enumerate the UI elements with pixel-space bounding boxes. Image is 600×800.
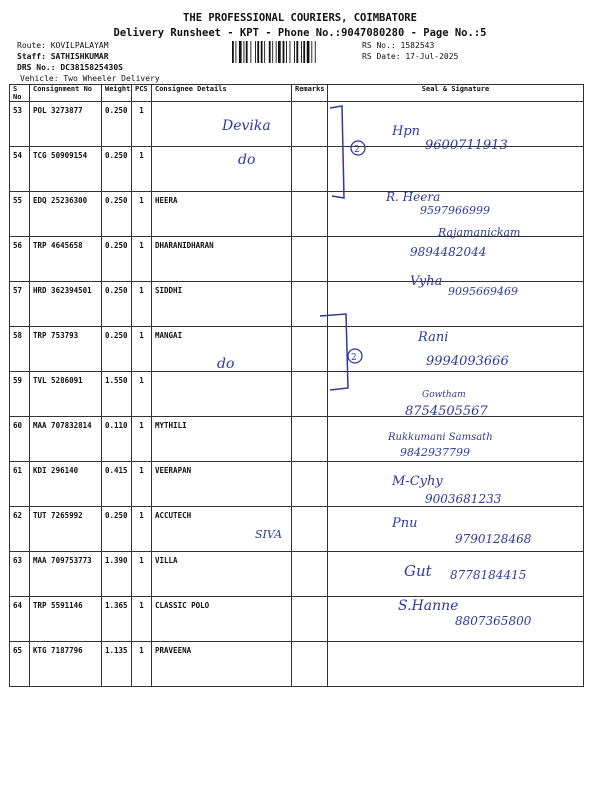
- signature-name: Rukkumani Samsath: [388, 432, 493, 443]
- meta-right: RS No.: 1582543 RS Date: 17-Jul-2025: [362, 41, 459, 61]
- cell-pcs: 1: [132, 237, 152, 282]
- cell-pcs: 1: [132, 372, 152, 417]
- signature-name: Gowtham: [422, 390, 466, 400]
- cell-remarks: [292, 597, 328, 642]
- cell-weight: 0.250: [102, 282, 132, 327]
- cell-consignment: HRD 362394501: [30, 282, 102, 327]
- cell-pcs: 1: [132, 417, 152, 462]
- phone-handwritten: 9994093666: [426, 354, 509, 369]
- phone-handwritten: 9597966999: [420, 204, 490, 217]
- cell-consignee: VILLA: [152, 552, 292, 597]
- cell-weight: 0.415: [102, 462, 132, 507]
- cell-remarks: [292, 642, 328, 687]
- cell-weight: 1.550: [102, 372, 132, 417]
- cell-weight: 0.250: [102, 237, 132, 282]
- handwritten-name: Devika: [222, 118, 271, 134]
- cell-weight: 1.365: [102, 597, 132, 642]
- cell-consignee: ACCUTECH: [152, 507, 292, 552]
- cell-pcs: 1: [132, 462, 152, 507]
- phone-handwritten: 9600711913: [425, 138, 508, 153]
- cell-consignee: [152, 372, 292, 417]
- cell-weight: 0.110: [102, 417, 132, 462]
- col-signature: Seal & Signature: [328, 85, 584, 102]
- bracket-marks: [300, 98, 380, 398]
- cell-pcs: 1: [132, 327, 152, 372]
- cell-sno: 60: [10, 417, 30, 462]
- cell-consignee: MYTHILI: [152, 417, 292, 462]
- cell-sno: 57: [10, 282, 30, 327]
- cell-consignee: SIDDHI: [152, 282, 292, 327]
- table-row: [10, 642, 584, 687]
- table-row: [10, 237, 584, 282]
- runsheet-table: [9, 84, 584, 687]
- handwritten-ditto: do: [238, 152, 256, 168]
- meta-left: Route: KOVILPALAYAM Staff: SATHISHKUMAR DRS No.: DC3815825430S: [17, 41, 123, 72]
- table-row: [10, 417, 584, 462]
- cell-signature: [328, 642, 584, 687]
- phone-handwritten: 8778184415: [450, 568, 527, 582]
- cell-consignment: MAA 707832814: [30, 417, 102, 462]
- cell-sno: 65: [10, 642, 30, 687]
- cell-remarks: [292, 552, 328, 597]
- cell-sno: 56: [10, 237, 30, 282]
- phone-handwritten: 8754505567: [405, 404, 488, 419]
- phone-handwritten: 8807365800: [455, 614, 532, 628]
- cell-weight: 0.250: [102, 147, 132, 192]
- cell-remarks: [292, 507, 328, 552]
- cell-consignment: POL 3273877: [30, 102, 102, 147]
- cell-pcs: 1: [132, 102, 152, 147]
- col-consignee: Consignee Details: [152, 85, 292, 102]
- cell-weight: 1.390: [102, 552, 132, 597]
- route-value: KOVILPALAYAM: [50, 41, 109, 50]
- cell-consignment: KDI 296140: [30, 462, 102, 507]
- col-sno: S No: [10, 85, 30, 102]
- drs-value: DC3815825430S: [60, 63, 123, 72]
- cell-weight: 0.250: [102, 507, 132, 552]
- cell-consignee: PRAVEENA: [152, 642, 292, 687]
- rs-no-value: 1582543: [400, 41, 435, 50]
- rs-date-value: 17-Jul-2025: [405, 52, 459, 61]
- cell-consignment: TRP 753793: [30, 327, 102, 372]
- cell-sno: 62: [10, 507, 30, 552]
- cell-sno: 61: [10, 462, 30, 507]
- cell-consignment: TCG 50909154: [30, 147, 102, 192]
- col-weight: Weight: [102, 85, 132, 102]
- signature-mark: Gut: [404, 562, 432, 580]
- svg-text:2: 2: [354, 145, 360, 155]
- table-header: [10, 85, 584, 102]
- cell-pcs: 1: [132, 147, 152, 192]
- cell-consignment: KTG 7187796: [30, 642, 102, 687]
- signature-name: Rajamanickam: [438, 226, 521, 239]
- cell-pcs: 1: [132, 552, 152, 597]
- phone-handwritten: 9842937799: [400, 446, 470, 459]
- signature-mark: M-Cyhy: [392, 474, 443, 489]
- vehicle-line: Vehicle: Two Wheeler Delivery: [20, 74, 160, 83]
- phone-handwritten: 9894482044: [410, 245, 487, 259]
- cell-consignment: TVL 5286091: [30, 372, 102, 417]
- staff-value: SATHISHKUMAR: [50, 52, 109, 61]
- handwritten-ditto: do: [217, 356, 235, 372]
- signature-mark: Pnu: [392, 516, 418, 531]
- cell-remarks: [292, 417, 328, 462]
- cell-consignee: HEERA: [152, 192, 292, 237]
- signature-name: R. Heera: [386, 190, 441, 204]
- cell-weight: 1.135: [102, 642, 132, 687]
- cell-sno: 53: [10, 102, 30, 147]
- cell-pcs: 1: [132, 282, 152, 327]
- cell-pcs: 1: [132, 192, 152, 237]
- cell-consignee: VEERAPAN: [152, 462, 292, 507]
- cell-consignment: TRP 4645658: [30, 237, 102, 282]
- table-row: [10, 147, 584, 192]
- col-consignment: Consignment No: [30, 85, 102, 102]
- cell-consignment: EDQ 25236300: [30, 192, 102, 237]
- cell-sno: 58: [10, 327, 30, 372]
- cell-weight: 0.250: [102, 327, 132, 372]
- cell-pcs: 1: [132, 507, 152, 552]
- signature-mark: S.Hanne: [398, 598, 459, 614]
- cell-consignee: DHARANIDHARAN: [152, 237, 292, 282]
- cell-consignee: [152, 147, 292, 192]
- table-row: [10, 372, 584, 417]
- runsheet-subtitle: Delivery Runsheet - KPT - Phone No.:9047080280 - Page No.:5: [113, 27, 487, 39]
- cell-sno: 55: [10, 192, 30, 237]
- company-title: THE PROFESSIONAL COURIERS, COIMBATORE: [183, 12, 417, 24]
- cell-weight: 0.250: [102, 102, 132, 147]
- phone-handwritten: 9095669469: [448, 285, 518, 298]
- cell-pcs: 1: [132, 597, 152, 642]
- cell-consignment: MAA 709753773: [30, 552, 102, 597]
- barcode: [230, 40, 350, 66]
- cell-consignee: MANGAI: [152, 327, 292, 372]
- col-remarks: Remarks: [292, 85, 328, 102]
- cell-sno: 64: [10, 597, 30, 642]
- cell-pcs: 1: [132, 642, 152, 687]
- cell-remarks: [292, 462, 328, 507]
- handwritten-name: SIVA: [255, 528, 283, 541]
- svg-text:2: 2: [351, 353, 357, 363]
- signature-name: Rani: [418, 330, 449, 345]
- cell-consignment: TUT 7265992: [30, 507, 102, 552]
- phone-handwritten: 9790128468: [455, 532, 532, 546]
- cell-consignee: CLASSIC POLO: [152, 597, 292, 642]
- signature-mark: Vyha: [410, 274, 443, 289]
- col-pcs: PCS: [132, 85, 152, 102]
- cell-weight: 0.250: [102, 192, 132, 237]
- signature-mark: Hpn: [392, 124, 421, 139]
- phone-handwritten: 9003681233: [425, 492, 502, 506]
- cell-consignment: TRP 5591146: [30, 597, 102, 642]
- cell-sno: 59: [10, 372, 30, 417]
- cell-sno: 63: [10, 552, 30, 597]
- cell-sno: 54: [10, 147, 30, 192]
